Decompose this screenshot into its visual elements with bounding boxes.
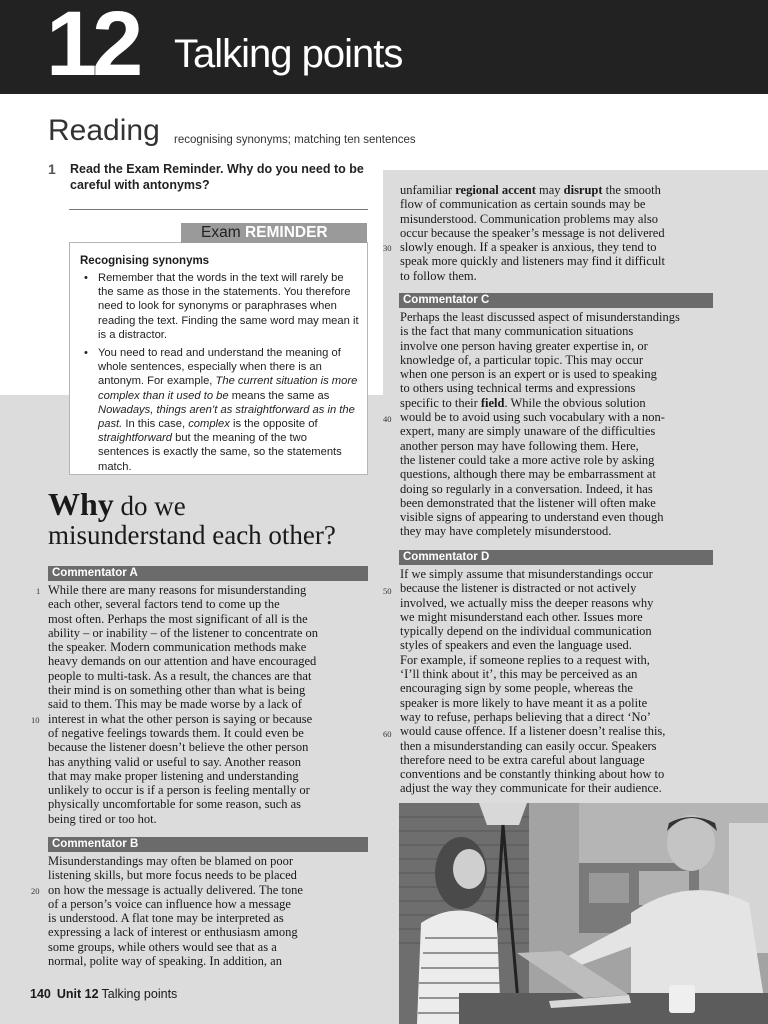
text-line: specific to their field. While the obvious solution bbox=[400, 395, 646, 410]
text-line: involve one person having greater expertise in, or bbox=[400, 338, 648, 353]
footer-unit: Unit 12 bbox=[56, 987, 99, 1001]
text-line: listening skills, but more focus needs to be placed bbox=[48, 868, 297, 883]
text-line: encouraging sign by some people, whereas the bbox=[400, 681, 633, 696]
photo-illustration bbox=[399, 803, 768, 1024]
example-word: straightforward bbox=[98, 432, 172, 445]
bullet-text: You need to read and understand the meaning of whole sentences, especially when there is an antonym. For example, bbox=[98, 347, 341, 388]
article-title bbox=[48, 486, 378, 550]
page-footer bbox=[30, 987, 177, 1001]
text-line: of negative feelings towards them. It could even be bbox=[48, 725, 304, 740]
page-number: 140 bbox=[30, 987, 51, 1001]
reminder-label: REMINDER bbox=[244, 224, 328, 241]
text-line: would cause offence. If a listener doesn’t realise this, bbox=[400, 724, 666, 739]
text-line: expert, many are simply unaware of the difficulties bbox=[400, 424, 656, 439]
text-line: to follow them. bbox=[400, 268, 477, 283]
section-subtitle: recognising synonyms; matching ten sentences bbox=[174, 134, 416, 146]
text-line: doing so regularly in a conversation. Indeed, it has bbox=[400, 481, 653, 496]
line-number: 60 bbox=[383, 729, 392, 739]
exam-reminder-tab bbox=[181, 223, 367, 243]
text-line: of a person’s voice can influence how a message bbox=[48, 896, 291, 911]
commentator-a-label: Commentator A bbox=[48, 566, 368, 581]
commentator-b-continued bbox=[400, 183, 665, 283]
text-line: the speaker. Modern communication methods make bbox=[48, 640, 307, 655]
commentator-b-text bbox=[48, 854, 303, 968]
text-line: they may have completely misunderstood. bbox=[400, 524, 612, 539]
text-line: knowledge of, a particular topic. This may occur bbox=[400, 352, 644, 367]
commentator-c-label: Commentator C bbox=[399, 293, 713, 308]
text-line: If we simply assume that misunderstandings occur bbox=[400, 567, 653, 581]
exam-label: Exam bbox=[201, 224, 241, 241]
text-line: typically depend on the individual communication bbox=[400, 624, 652, 639]
text-line: been demonstrated that the listener will often make bbox=[400, 495, 656, 510]
commentator-d-label: Commentator D bbox=[399, 550, 713, 565]
text-line: that may make proper listening and understanding bbox=[48, 768, 299, 783]
line-number: 20 bbox=[31, 886, 40, 896]
text-line: being tired or too hot. bbox=[48, 811, 157, 826]
text-line: heavy demands on our attention and have encouraged bbox=[48, 654, 317, 669]
text-line: then a misunderstanding can easily occur. Speakers bbox=[400, 738, 657, 753]
text-line: conventions and be constantly thinking about how to bbox=[400, 767, 665, 782]
text-line: when one person is an expert or is used to speaking bbox=[400, 367, 657, 382]
text-line: ‘I’ll think about it’, this may be perceived as an bbox=[400, 667, 638, 682]
text-line: way to refuse, perhaps believing that a direct ‘No’ bbox=[400, 709, 651, 724]
article-title-text: do we bbox=[113, 491, 186, 521]
exam-reminder-bullet bbox=[84, 346, 359, 474]
keyword: disrupt bbox=[563, 183, 603, 197]
exam-reminder-heading: Recognising synonyms bbox=[80, 255, 210, 267]
text-line: is understood. A flat tone may be interpreted as bbox=[48, 911, 284, 926]
text-line: the listener could take a more active role by asking bbox=[400, 452, 655, 467]
text-line: slowly enough. If a speaker is anxious, they tend to bbox=[400, 240, 657, 255]
text-line: because the listener is distracted or not actively bbox=[400, 581, 637, 596]
text-line: misunderstood. Communication problems may also bbox=[400, 211, 658, 226]
text-line: on how the message is actually delivered. The tone bbox=[48, 882, 303, 897]
line-number: 50 bbox=[383, 586, 392, 596]
text-line: styles of speakers and even the language used. bbox=[400, 638, 632, 653]
text-line: would be to avoid using such vocabulary with a non- bbox=[400, 410, 665, 425]
commentator-d-text bbox=[400, 567, 665, 796]
keyword: field bbox=[480, 395, 505, 410]
commentator-a-text bbox=[48, 583, 318, 826]
text-line: said to them. This may be made worse by a lack of bbox=[48, 697, 302, 712]
exam-reminder-list bbox=[84, 271, 359, 478]
line-number: 10 bbox=[31, 715, 40, 725]
article-title-text: misunderstand each other? bbox=[48, 520, 336, 550]
text-line: For example, if someone replies to a request with, bbox=[400, 652, 650, 667]
text-line: to others using technical terms and expressions bbox=[400, 381, 636, 396]
text-line: ability – or inability – of the listener to concentrate on bbox=[48, 625, 319, 640]
text-line: people to multi-task. As a result, the chances are that bbox=[48, 668, 312, 683]
footer-title: Talking points bbox=[101, 987, 178, 1001]
text-line: interest in what the other person is saying or because bbox=[48, 711, 313, 726]
text-line: some groups, while others would see that as a bbox=[48, 939, 277, 954]
text-line: Perhaps the least discussed aspect of misunderstandings bbox=[400, 310, 680, 324]
line-number: 30 bbox=[383, 243, 392, 253]
text-line: questions, although there may be embarrassment at bbox=[400, 467, 656, 482]
unit-header bbox=[0, 0, 768, 94]
bullet-text: is the opposite of bbox=[229, 418, 318, 431]
unit-number: 12 bbox=[46, 0, 139, 95]
text-line: physically uncomfortable for some reason, such as bbox=[48, 797, 302, 812]
bullet-text: means the same as bbox=[228, 389, 330, 402]
text-line: most often. Perhaps the most significant of all is the bbox=[48, 611, 308, 626]
commentator-b-label: Commentator B bbox=[48, 837, 368, 852]
answer-line bbox=[69, 209, 368, 210]
text-line: therefore need to be extra careful about language bbox=[400, 752, 645, 767]
question-text: Read the Exam Reminder. Why do you need to be careful with antonyms? bbox=[70, 162, 364, 192]
text-line: their mind is on something other than what is being bbox=[48, 683, 306, 698]
text-line: adjust the way they communicate for their audience. bbox=[400, 781, 662, 796]
exam-reminder-bullet: • Remember that the words in the text will rarely be the same as those in the statements. You therefore need to look for synonyms or paraphrases when reading the text. Finding the same word may mean it is a distractor. bbox=[84, 271, 359, 342]
text-line: speak more quickly and listeners may find it difficult bbox=[400, 254, 665, 269]
text-line: occur because the speaker’s message is not delivered bbox=[400, 225, 665, 240]
example-sentence: The current situation is more complex than it used to be bbox=[98, 375, 358, 402]
text-line: Misunderstandings may often be blamed on poor bbox=[48, 854, 294, 868]
section-title: Reading bbox=[48, 114, 160, 147]
text-line: unfamiliar regional accent may disrupt the smooth bbox=[400, 183, 661, 197]
question-number: 1 bbox=[48, 161, 56, 177]
text-line: While there are many reasons for misunderstanding bbox=[48, 583, 307, 597]
text-line: is the fact that many communication situations bbox=[400, 324, 634, 339]
text-line: has anything valid or useful to say. Another reason bbox=[48, 754, 301, 769]
bullet-text: but the meaning of the two sentences is exactly the same, so the statements match. bbox=[98, 432, 342, 473]
text-line: involved, we actually miss the deeper reasons why bbox=[400, 595, 654, 610]
text-line: flow of communication as certain sounds may be bbox=[400, 197, 646, 212]
text-line: because the listener doesn’t believe the other person bbox=[48, 740, 309, 755]
text-line: unlikely to occur is if a person is feeling mentally or bbox=[48, 783, 310, 798]
example-word: complex bbox=[188, 418, 230, 431]
text-line: visible signs of appearing to understand even though bbox=[400, 510, 664, 525]
conversation-photo bbox=[399, 803, 768, 1024]
article-title-bold: Why bbox=[48, 486, 114, 522]
keyword: regional accent bbox=[455, 183, 536, 197]
text-line: expressing a lack of interest or enthusiasm among bbox=[48, 925, 298, 940]
text-line: normal, polite way of speaking. In addition, an bbox=[48, 954, 282, 969]
unit-title: Talking points bbox=[174, 32, 403, 76]
text-line: another person may have following them. Here, bbox=[400, 438, 639, 453]
bullet-text: In this case, bbox=[122, 418, 189, 431]
text-line: speaker is more likely to have meant it as a polite bbox=[400, 695, 648, 710]
example-sentence: Nowadays, things aren’t as straightforward as in the past. bbox=[98, 403, 355, 431]
line-number: 1 bbox=[36, 586, 41, 596]
line-number: 40 bbox=[383, 414, 392, 424]
commentator-c-text bbox=[400, 310, 680, 539]
text-line: each other, several factors tend to come up the bbox=[48, 597, 280, 612]
text-line: we might misunderstand each other. Issues more bbox=[400, 609, 643, 624]
